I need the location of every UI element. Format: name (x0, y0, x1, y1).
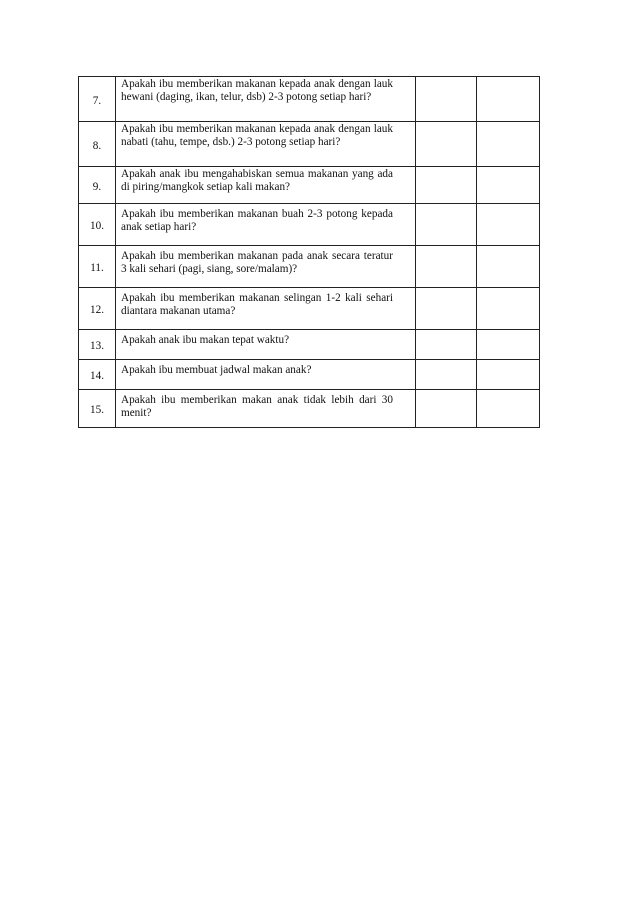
answer-cell-2[interactable] (477, 122, 540, 167)
answer-cell-1[interactable] (416, 330, 477, 360)
question-cell: Apakah ibu memberikan makanan kepada anak dengan lauk hewani (daging, ikan, telur, dsb) 2-3 potong setiap hari? (116, 77, 416, 122)
answer-cell-1[interactable] (416, 390, 477, 428)
question-cell: Apakah ibu memberikan makan anak tidak lebih dari 30 menit? (116, 390, 416, 428)
row-number-cell (79, 288, 116, 330)
answer-cell-2[interactable] (477, 204, 540, 246)
answer-cell-1[interactable] (416, 360, 477, 390)
answer-cell-1[interactable] (416, 204, 477, 246)
row-number: 9. (92, 180, 102, 193)
table-row (79, 330, 540, 360)
answer-cell-2[interactable] (477, 330, 540, 360)
question-cell: Apakah anak ibu mengahabiskan semua makanan yang ada di piring/mangkok setiap kali makan? (116, 167, 416, 204)
question-cell: Apakah ibu memberikan makanan buah 2-3 potong kepada anak setiap hari? (116, 204, 416, 246)
row-number-cell (79, 360, 116, 390)
question-cell: Apakah anak ibu makan tepat waktu? (116, 330, 416, 360)
answer-cell-2[interactable] (477, 246, 540, 288)
question-cell: Apakah ibu memberikan makanan kepada anak dengan lauk nabati (tahu, tempe, dsb.) 2-3 potong setiap hari? (116, 122, 416, 167)
question-cell: Apakah ibu membuat jadwal makan anak? (116, 360, 416, 390)
answer-cell-2[interactable] (477, 360, 540, 390)
row-number: 10. (90, 220, 104, 232)
table-row (79, 288, 540, 330)
table-row (79, 122, 540, 167)
row-number: 12. (90, 304, 104, 316)
questionnaire-table (78, 76, 540, 428)
table-row (79, 246, 540, 288)
row-number-cell (79, 390, 116, 428)
row-number-cell (79, 77, 116, 122)
row-number-cell (79, 122, 116, 167)
answer-cell-1[interactable] (416, 167, 477, 204)
answer-cell-2[interactable] (477, 288, 540, 330)
row-number-cell (79, 330, 116, 360)
row-number: 13. (90, 340, 104, 352)
table-row (79, 360, 540, 390)
table-row (79, 77, 540, 122)
answer-cell-1[interactable] (416, 246, 477, 288)
answer-cell-1[interactable] (416, 122, 477, 167)
row-number-cell (79, 246, 116, 288)
answer-cell-2[interactable] (477, 390, 540, 428)
row-number-cell (79, 204, 116, 246)
table-row (79, 390, 540, 428)
row-number: 7. (92, 94, 102, 107)
row-number: 14. (90, 370, 104, 382)
question-cell: Apakah ibu memberikan makanan pada anak secara teratur 3 kali sehari (pagi, siang, sore/malam)? (116, 246, 416, 288)
row-number: 15. (90, 404, 104, 416)
answer-cell-2[interactable] (477, 77, 540, 122)
answer-cell-2[interactable] (477, 167, 540, 204)
table-row (79, 167, 540, 204)
row-number: 11. (90, 262, 104, 274)
row-number: 8. (92, 139, 102, 152)
table-row (79, 204, 540, 246)
question-cell: Apakah ibu memberikan makanan selingan 1-2 kali sehari diantara makanan utama? (116, 288, 416, 330)
answer-cell-1[interactable] (416, 77, 477, 122)
answer-cell-1[interactable] (416, 288, 477, 330)
row-number-cell (79, 167, 116, 204)
